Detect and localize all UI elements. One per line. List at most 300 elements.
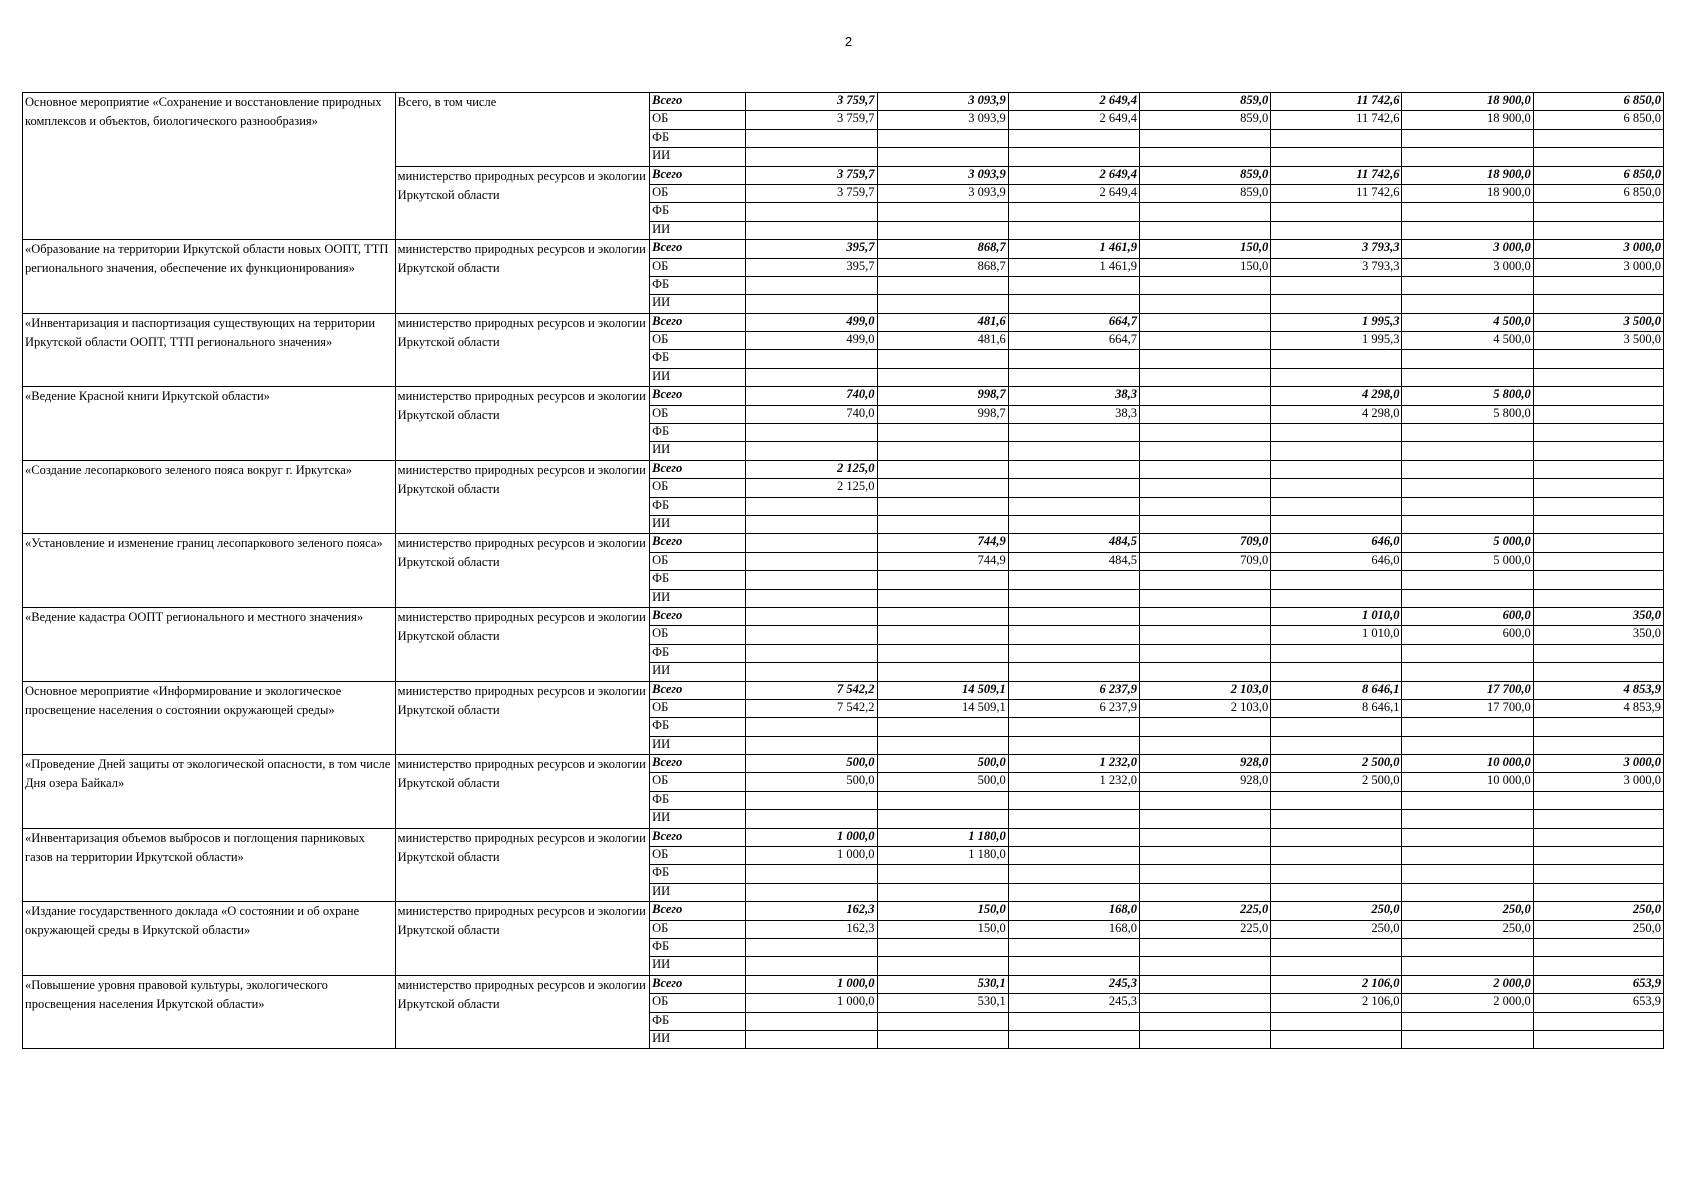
value-cell: [1140, 810, 1271, 828]
value-cell: 6 237,9: [1008, 699, 1139, 717]
value-cell: 3 000,0: [1533, 773, 1663, 791]
value-cell: 8 646,1: [1271, 681, 1402, 699]
value-cell: [1271, 129, 1402, 147]
value-cell: [877, 883, 1008, 901]
value-cell: 17 700,0: [1402, 699, 1533, 717]
funding-source: ФБ: [650, 644, 746, 662]
value-cell: 150,0: [877, 902, 1008, 920]
value-cell: [1533, 663, 1663, 681]
value-cell: [1533, 791, 1663, 809]
value-cell: 484,5: [1008, 534, 1139, 552]
event-name: «Ведение кадастра ООПТ регионального и местного значения»: [23, 607, 396, 681]
value-cell: [1533, 203, 1663, 221]
executor-name: министерство природных ресурсов и экологии Иркутской области: [395, 240, 649, 314]
value-cell: [1008, 736, 1139, 754]
value-cell: [1140, 847, 1271, 865]
funding-source: Всего: [650, 975, 746, 993]
funding-source: ИИ: [650, 883, 746, 901]
value-cell: [1008, 607, 1139, 625]
value-cell: [877, 350, 1008, 368]
value-cell: [1271, 368, 1402, 386]
value-cell: [1008, 644, 1139, 662]
value-cell: [746, 552, 877, 570]
value-cell: [746, 1012, 877, 1030]
value-cell: 2 500,0: [1271, 755, 1402, 773]
funding-source: Всего: [650, 534, 746, 552]
value-cell: 740,0: [746, 405, 877, 423]
value-cell: 250,0: [1402, 902, 1533, 920]
value-cell: [746, 534, 877, 552]
table-row: [23, 387, 1664, 405]
value-cell: 998,7: [877, 387, 1008, 405]
value-cell: [1140, 626, 1271, 644]
value-cell: 4 500,0: [1402, 332, 1533, 350]
value-cell: 1 461,9: [1008, 258, 1139, 276]
value-cell: [1271, 203, 1402, 221]
value-cell: 859,0: [1140, 184, 1271, 202]
value-cell: 5 800,0: [1402, 405, 1533, 423]
value-cell: 4 853,9: [1533, 681, 1663, 699]
value-cell: 225,0: [1140, 920, 1271, 938]
value-cell: [1533, 1030, 1663, 1048]
value-cell: [877, 515, 1008, 533]
value-cell: [1008, 460, 1139, 478]
value-cell: [1140, 791, 1271, 809]
funding-source: Всего: [650, 93, 746, 111]
value-cell: [1533, 148, 1663, 166]
value-cell: [1402, 515, 1533, 533]
value-cell: [1533, 736, 1663, 754]
funding-source: ИИ: [650, 1030, 746, 1048]
value-cell: [877, 129, 1008, 147]
value-cell: 162,3: [746, 902, 877, 920]
value-cell: [1533, 479, 1663, 497]
value-cell: [877, 718, 1008, 736]
value-cell: 1 010,0: [1271, 626, 1402, 644]
value-cell: [1402, 221, 1533, 239]
value-cell: [1271, 718, 1402, 736]
value-cell: [1008, 957, 1139, 975]
value-cell: 6 850,0: [1533, 184, 1663, 202]
value-cell: 168,0: [1008, 902, 1139, 920]
value-cell: [1533, 405, 1663, 423]
funding-source: Всего: [650, 240, 746, 258]
funding-source: ФБ: [650, 791, 746, 809]
event-name: Основное мероприятие «Информирование и экологическое просвещение населения о состоянии окружающей среды»: [23, 681, 396, 755]
event-name: «Ведение Красной книги Иркутской области»: [23, 387, 396, 461]
value-cell: [1271, 221, 1402, 239]
funding-source: Всего: [650, 387, 746, 405]
value-cell: 1 461,9: [1008, 240, 1139, 258]
funding-source: ОБ: [650, 847, 746, 865]
value-cell: [1008, 1012, 1139, 1030]
table-row: [23, 902, 1664, 920]
value-cell: 5 000,0: [1402, 534, 1533, 552]
value-cell: [1271, 865, 1402, 883]
table-row: [23, 313, 1664, 331]
event-name: «Инвентаризация и паспортизация существующих на территории Иркутской области ООПТ, ТТП регионального значения»: [23, 313, 396, 387]
value-cell: [1402, 1012, 1533, 1030]
funding-source: Всего: [650, 460, 746, 478]
value-cell: [1271, 957, 1402, 975]
value-cell: 2 106,0: [1271, 975, 1402, 993]
value-cell: [1402, 368, 1533, 386]
funding-source: Всего: [650, 681, 746, 699]
value-cell: [1008, 589, 1139, 607]
value-cell: [1402, 148, 1533, 166]
value-cell: 744,9: [877, 552, 1008, 570]
value-cell: [1533, 847, 1663, 865]
value-cell: [1533, 589, 1663, 607]
value-cell: [746, 810, 877, 828]
funding-source: ОБ: [650, 111, 746, 129]
value-cell: [1533, 368, 1663, 386]
value-cell: [746, 424, 877, 442]
value-cell: [746, 626, 877, 644]
value-cell: 1 995,3: [1271, 332, 1402, 350]
executor-name: министерство природных ресурсов и экологии Иркутской области: [395, 313, 649, 387]
value-cell: [1402, 663, 1533, 681]
value-cell: 1 000,0: [746, 994, 877, 1012]
value-cell: 2 000,0: [1402, 975, 1533, 993]
value-cell: [1271, 847, 1402, 865]
value-cell: 4 298,0: [1271, 405, 1402, 423]
value-cell: 5 800,0: [1402, 387, 1533, 405]
value-cell: 6 237,9: [1008, 681, 1139, 699]
value-cell: [1008, 479, 1139, 497]
value-cell: 664,7: [1008, 332, 1139, 350]
value-cell: [746, 718, 877, 736]
value-cell: [1140, 405, 1271, 423]
value-cell: [746, 350, 877, 368]
value-cell: 500,0: [877, 755, 1008, 773]
funding-source: ФБ: [650, 203, 746, 221]
value-cell: [877, 148, 1008, 166]
value-cell: 530,1: [877, 975, 1008, 993]
value-cell: [877, 589, 1008, 607]
value-cell: 868,7: [877, 240, 1008, 258]
value-cell: 3 759,7: [746, 184, 877, 202]
value-cell: 3 000,0: [1533, 258, 1663, 276]
value-cell: 2 500,0: [1271, 773, 1402, 791]
funding-source: Всего: [650, 828, 746, 846]
funding-source: ИИ: [650, 957, 746, 975]
value-cell: [1008, 865, 1139, 883]
value-cell: [1140, 460, 1271, 478]
funding-source: ИИ: [650, 589, 746, 607]
value-cell: [1271, 276, 1402, 294]
value-cell: [877, 368, 1008, 386]
funding-source: ФБ: [650, 497, 746, 515]
value-cell: [877, 442, 1008, 460]
value-cell: [1140, 276, 1271, 294]
value-cell: 2 649,4: [1008, 184, 1139, 202]
funding-source: ФБ: [650, 1012, 746, 1030]
value-cell: [1140, 203, 1271, 221]
value-cell: [1008, 442, 1139, 460]
value-cell: 2 000,0: [1402, 994, 1533, 1012]
value-cell: 499,0: [746, 313, 877, 331]
funding-source: ИИ: [650, 515, 746, 533]
executor-name: министерство природных ресурсов и экологии Иркутской области: [395, 755, 649, 829]
value-cell: 2 106,0: [1271, 994, 1402, 1012]
value-cell: [746, 1030, 877, 1048]
value-cell: 3 093,9: [877, 184, 1008, 202]
value-cell: [1271, 589, 1402, 607]
value-cell: [1140, 938, 1271, 956]
value-cell: [746, 295, 877, 313]
value-cell: 11 742,6: [1271, 111, 1402, 129]
value-cell: 1 010,0: [1271, 607, 1402, 625]
value-cell: 250,0: [1271, 902, 1402, 920]
value-cell: [1140, 1030, 1271, 1048]
value-cell: 740,0: [746, 387, 877, 405]
value-cell: 5 000,0: [1402, 552, 1533, 570]
value-cell: [1533, 350, 1663, 368]
funding-source: ИИ: [650, 736, 746, 754]
value-cell: [1402, 350, 1533, 368]
funding-source: ОБ: [650, 699, 746, 717]
value-cell: [877, 424, 1008, 442]
value-cell: 744,9: [877, 534, 1008, 552]
value-cell: 3 500,0: [1533, 332, 1663, 350]
value-cell: 4 500,0: [1402, 313, 1533, 331]
value-cell: 600,0: [1402, 607, 1533, 625]
value-cell: [1271, 350, 1402, 368]
value-cell: [1533, 810, 1663, 828]
funding-source: ФБ: [650, 350, 746, 368]
value-cell: [1140, 497, 1271, 515]
value-cell: [1271, 883, 1402, 901]
event-name: «Установление и изменение границ лесопаркового зеленого пояса»: [23, 534, 396, 608]
funding-source: ОБ: [650, 773, 746, 791]
table-row: [23, 240, 1664, 258]
value-cell: [1271, 442, 1402, 460]
value-cell: 11 742,6: [1271, 93, 1402, 111]
executor-name: министерство природных ресурсов и экологии Иркутской области: [395, 387, 649, 461]
value-cell: 859,0: [1140, 166, 1271, 184]
value-cell: [746, 276, 877, 294]
value-cell: [1402, 791, 1533, 809]
executor-name: министерство природных ресурсов и экологии Иркутской области: [395, 607, 649, 681]
value-cell: [1533, 1012, 1663, 1030]
value-cell: 395,7: [746, 258, 877, 276]
value-cell: [1533, 644, 1663, 662]
value-cell: [1008, 810, 1139, 828]
value-cell: [1140, 975, 1271, 993]
value-cell: [1008, 847, 1139, 865]
value-cell: 3 000,0: [1402, 240, 1533, 258]
value-cell: [1008, 515, 1139, 533]
value-cell: [1140, 313, 1271, 331]
funding-source: Всего: [650, 607, 746, 625]
value-cell: 245,3: [1008, 994, 1139, 1012]
value-cell: [1140, 718, 1271, 736]
executor-name: министерство природных ресурсов и экологии Иркутской области: [395, 975, 649, 1049]
value-cell: 38,3: [1008, 405, 1139, 423]
value-cell: 500,0: [746, 773, 877, 791]
table-row: [23, 460, 1664, 478]
value-cell: [1402, 460, 1533, 478]
value-cell: [877, 276, 1008, 294]
value-cell: 18 900,0: [1402, 166, 1533, 184]
value-cell: [1008, 497, 1139, 515]
value-cell: 2 103,0: [1140, 681, 1271, 699]
table-row: [23, 607, 1664, 625]
value-cell: [1140, 221, 1271, 239]
value-cell: [1008, 828, 1139, 846]
value-cell: [1533, 552, 1663, 570]
funding-source: ОБ: [650, 184, 746, 202]
value-cell: [1402, 828, 1533, 846]
value-cell: [1140, 736, 1271, 754]
value-cell: [1402, 810, 1533, 828]
table-row: [23, 755, 1664, 773]
event-name: «Повышение уровня правовой культуры, экологического просвещения населения Иркутской области»: [23, 975, 396, 1049]
table-row: [23, 828, 1664, 846]
value-cell: [1271, 663, 1402, 681]
value-cell: 646,0: [1271, 534, 1402, 552]
value-cell: [746, 644, 877, 662]
executor-name: министерство природных ресурсов и экологии Иркутской области: [395, 460, 649, 534]
value-cell: [746, 221, 877, 239]
funding-source: ФБ: [650, 424, 746, 442]
value-cell: 250,0: [1533, 902, 1663, 920]
value-cell: 1 995,3: [1271, 313, 1402, 331]
value-cell: [1140, 424, 1271, 442]
value-cell: [1140, 571, 1271, 589]
value-cell: [1402, 571, 1533, 589]
event-name: «Издание государственного доклада «О состоянии и об охране окружающей среды в Иркутской области»: [23, 902, 396, 976]
executor-name: министерство природных ресурсов и экологии Иркутской области: [395, 681, 649, 755]
value-cell: 481,6: [877, 332, 1008, 350]
value-cell: [746, 865, 877, 883]
value-cell: 3 759,7: [746, 111, 877, 129]
value-cell: 2 649,4: [1008, 166, 1139, 184]
value-cell: [746, 515, 877, 533]
value-cell: [1402, 589, 1533, 607]
value-cell: [1140, 295, 1271, 313]
funding-source: ФБ: [650, 129, 746, 147]
value-cell: [877, 460, 1008, 478]
value-cell: 150,0: [1140, 240, 1271, 258]
value-cell: [1402, 847, 1533, 865]
value-cell: [746, 791, 877, 809]
value-cell: [1140, 663, 1271, 681]
value-cell: [877, 607, 1008, 625]
value-cell: [1533, 883, 1663, 901]
executor-name: Всего, в том числе: [395, 93, 649, 167]
value-cell: [1140, 589, 1271, 607]
value-cell: [1008, 571, 1139, 589]
value-cell: 14 509,1: [877, 681, 1008, 699]
value-cell: 18 900,0: [1402, 93, 1533, 111]
value-cell: [1271, 148, 1402, 166]
value-cell: [877, 571, 1008, 589]
value-cell: [1402, 865, 1533, 883]
value-cell: 3 000,0: [1533, 240, 1663, 258]
value-cell: 1 232,0: [1008, 755, 1139, 773]
value-cell: 2 649,4: [1008, 93, 1139, 111]
value-cell: [1402, 938, 1533, 956]
value-cell: 4 853,9: [1533, 699, 1663, 717]
value-cell: [1533, 497, 1663, 515]
value-cell: 3 759,7: [746, 93, 877, 111]
value-cell: [1533, 129, 1663, 147]
value-cell: [1271, 479, 1402, 497]
value-cell: [1271, 515, 1402, 533]
value-cell: [877, 1030, 1008, 1048]
value-cell: 3 759,7: [746, 166, 877, 184]
funding-source: ФБ: [650, 571, 746, 589]
funding-source: ФБ: [650, 276, 746, 294]
event-name: «Проведение Дней защиты от экологической опасности, в том числе Дня озера Байкал»: [23, 755, 396, 829]
value-cell: [877, 1012, 1008, 1030]
value-cell: 928,0: [1140, 773, 1271, 791]
value-cell: 18 900,0: [1402, 184, 1533, 202]
value-cell: [1271, 791, 1402, 809]
value-cell: [1271, 1012, 1402, 1030]
value-cell: [1140, 515, 1271, 533]
value-cell: [1402, 1030, 1533, 1048]
value-cell: [1140, 368, 1271, 386]
value-cell: [877, 736, 1008, 754]
value-cell: 1 180,0: [877, 847, 1008, 865]
value-cell: [1533, 718, 1663, 736]
value-cell: [1271, 938, 1402, 956]
executor-name: министерство природных ресурсов и экологии Иркутской области: [395, 166, 649, 240]
value-cell: [1271, 1030, 1402, 1048]
value-cell: 250,0: [1271, 920, 1402, 938]
value-cell: [877, 644, 1008, 662]
funding-source: ИИ: [650, 221, 746, 239]
value-cell: [1402, 129, 1533, 147]
value-cell: [746, 736, 877, 754]
value-cell: [746, 938, 877, 956]
value-cell: 225,0: [1140, 902, 1271, 920]
funding-source: ОБ: [650, 920, 746, 938]
value-cell: [746, 148, 877, 166]
value-cell: [1008, 1030, 1139, 1048]
value-cell: 653,9: [1533, 975, 1663, 993]
value-cell: [1140, 148, 1271, 166]
value-cell: [1271, 644, 1402, 662]
value-cell: [1008, 350, 1139, 368]
value-cell: [877, 626, 1008, 644]
value-cell: [1008, 221, 1139, 239]
value-cell: [746, 883, 877, 901]
value-cell: 500,0: [746, 755, 877, 773]
value-cell: 3 000,0: [1402, 258, 1533, 276]
budget-table-body: [23, 93, 1664, 1049]
value-cell: 484,5: [1008, 552, 1139, 570]
value-cell: [746, 957, 877, 975]
value-cell: 11 742,6: [1271, 166, 1402, 184]
value-cell: [1008, 295, 1139, 313]
value-cell: [1008, 883, 1139, 901]
value-cell: 150,0: [877, 920, 1008, 938]
value-cell: [1140, 883, 1271, 901]
value-cell: [746, 368, 877, 386]
value-cell: 3 793,3: [1271, 258, 1402, 276]
value-cell: [1402, 203, 1533, 221]
value-cell: 653,9: [1533, 994, 1663, 1012]
value-cell: 2 125,0: [746, 460, 877, 478]
value-cell: 38,3: [1008, 387, 1139, 405]
value-cell: 2 649,4: [1008, 111, 1139, 129]
event-name: Основное мероприятие «Сохранение и восстановление природных комплексов и объектов, биологического разнообразия»: [23, 93, 396, 240]
value-cell: [1140, 350, 1271, 368]
